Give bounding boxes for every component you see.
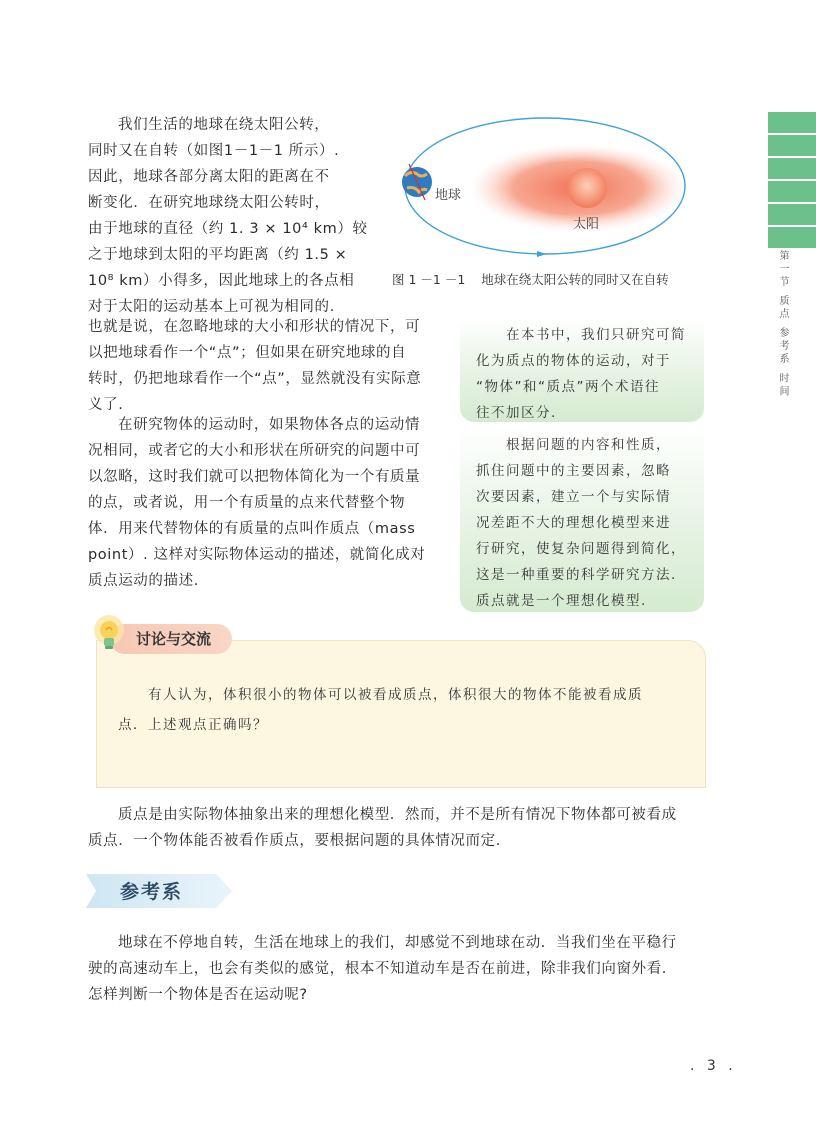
earth-sun-orbit-figure	[395, 108, 695, 268]
text-line: 驶的高速动车上，也会有类似的感觉，根本不知道动车是否在前进，除非我们向窗外看.	[88, 961, 668, 977]
text-line: 况相同，或者它的大小和形状在所研究的问题中可	[88, 443, 421, 459]
text-line: 有人认为，体积很小的物体可以被看成质点，体积很大的物体不能被看成质	[148, 687, 643, 703]
note-line: 次要因素，建立一个与实际情	[476, 489, 671, 505]
section-title: 参考系	[120, 881, 184, 903]
note-line: 质点就是一个理想化模型.	[476, 593, 647, 609]
text-line: 义了.	[88, 397, 124, 413]
note-line: 在本书中，我们只研究可简	[506, 327, 686, 343]
text-line: 以把地球看作一个“点”；但如果在研究地球的自	[88, 345, 407, 361]
note-line: “物体”和“质点”两个术语往	[476, 379, 660, 395]
note-line: 行研究，使复杂问题得到简化，	[476, 541, 686, 557]
text-line: 的点，或者说，用一个有质量的点来代替整个物	[88, 495, 406, 511]
text-line: 转时，仍把地球看作一个“点”，显然就没有实际意	[88, 371, 422, 387]
intro-paragraph	[88, 112, 368, 320]
discussion-title: 讨论与交流	[110, 624, 232, 654]
text-line: 质点．一个物体能否被看作质点，要根据问题的具体情况而定.	[88, 833, 501, 849]
figure-caption-text: 地球在绕太阳公转的同时又在自转	[481, 272, 669, 287]
text-line: 在研究物体的运动时，如果物体各点的运动情	[118, 417, 420, 433]
text-line: 质点是由实际物体抽象出来的理想化模型．然而，并不是所有情况下物体都可被看成	[118, 807, 677, 823]
page-number: . 3 .	[690, 1058, 737, 1074]
text-line: 断变化．在研究地球绕太阳公转时，	[88, 195, 330, 211]
text-line: 对于太阳的运动基本上可视为相同的.	[88, 299, 335, 315]
lightbulb-icon	[92, 612, 126, 658]
text-line: 之于地球到太阳的平均距离（约 1.5 ×	[88, 247, 348, 263]
note-line: 根据问题的内容和性质，	[506, 437, 671, 453]
side-tab-label: 第一节 质点 参考系 时间	[777, 250, 788, 399]
text-line: 由于地球的直径（约 1. 3 × 10⁴ km）较	[88, 221, 368, 237]
figure-number: 图 1 －1 －1	[392, 272, 466, 287]
side-note-2	[460, 428, 704, 612]
paragraph-4	[88, 802, 677, 854]
paragraph-5	[88, 930, 677, 1008]
text-line: 地球在不停地自转，生活在地球上的我们，却感觉不到地球在动．当我们坐在平稳行	[118, 935, 677, 951]
text-line: 怎样判断一个物体是否在运动呢?	[88, 987, 308, 1003]
note-line: 这是一种重要的科学研究方法.	[476, 567, 677, 583]
text-line: 点．上述观点正确吗？	[118, 717, 268, 733]
orbit-arrow-icon	[537, 251, 547, 257]
note-line: 化为质点的物体的运动，对于	[476, 353, 671, 369]
text-line: 我们生活的地球在绕太阳公转，	[118, 117, 330, 133]
sun-label: 太阳	[573, 217, 600, 232]
note-line: 况差距不大的理想化模型来进	[476, 515, 671, 531]
note-line: 往不加区分.	[476, 405, 557, 421]
text-line: 以忽略，这时我们就可以把物体简化为一个有质量	[88, 469, 421, 485]
discussion-question	[118, 680, 643, 740]
chapter-side-tab	[768, 112, 816, 238]
paragraph-3	[88, 412, 425, 594]
text-line: 体．用来代替物体的有质量的点叫作质点（mass	[88, 521, 416, 537]
figure-caption	[392, 270, 669, 288]
text-line: 质点运动的描述.	[88, 573, 199, 589]
text-line: 也就是说，在忽略地球的大小和形状的情况下，可	[88, 319, 421, 335]
text-line: 同时又在自转（如图1－1－1 所示）.	[88, 143, 340, 159]
side-note-1	[460, 318, 704, 422]
paragraph-2	[88, 314, 421, 418]
earth-label: 地球	[435, 188, 462, 203]
sun-icon	[567, 168, 607, 208]
text-line: 10⁸ km）小得多，因此地球上的各点相	[88, 273, 355, 289]
text-line: 因此，地球各部分离太阳的距离在不	[88, 169, 330, 185]
note-line: 抓住问题中的主要因素，忽略	[476, 463, 671, 479]
text-line: point）. 这样对实际物体运动的描述，就简化成对	[88, 547, 426, 563]
